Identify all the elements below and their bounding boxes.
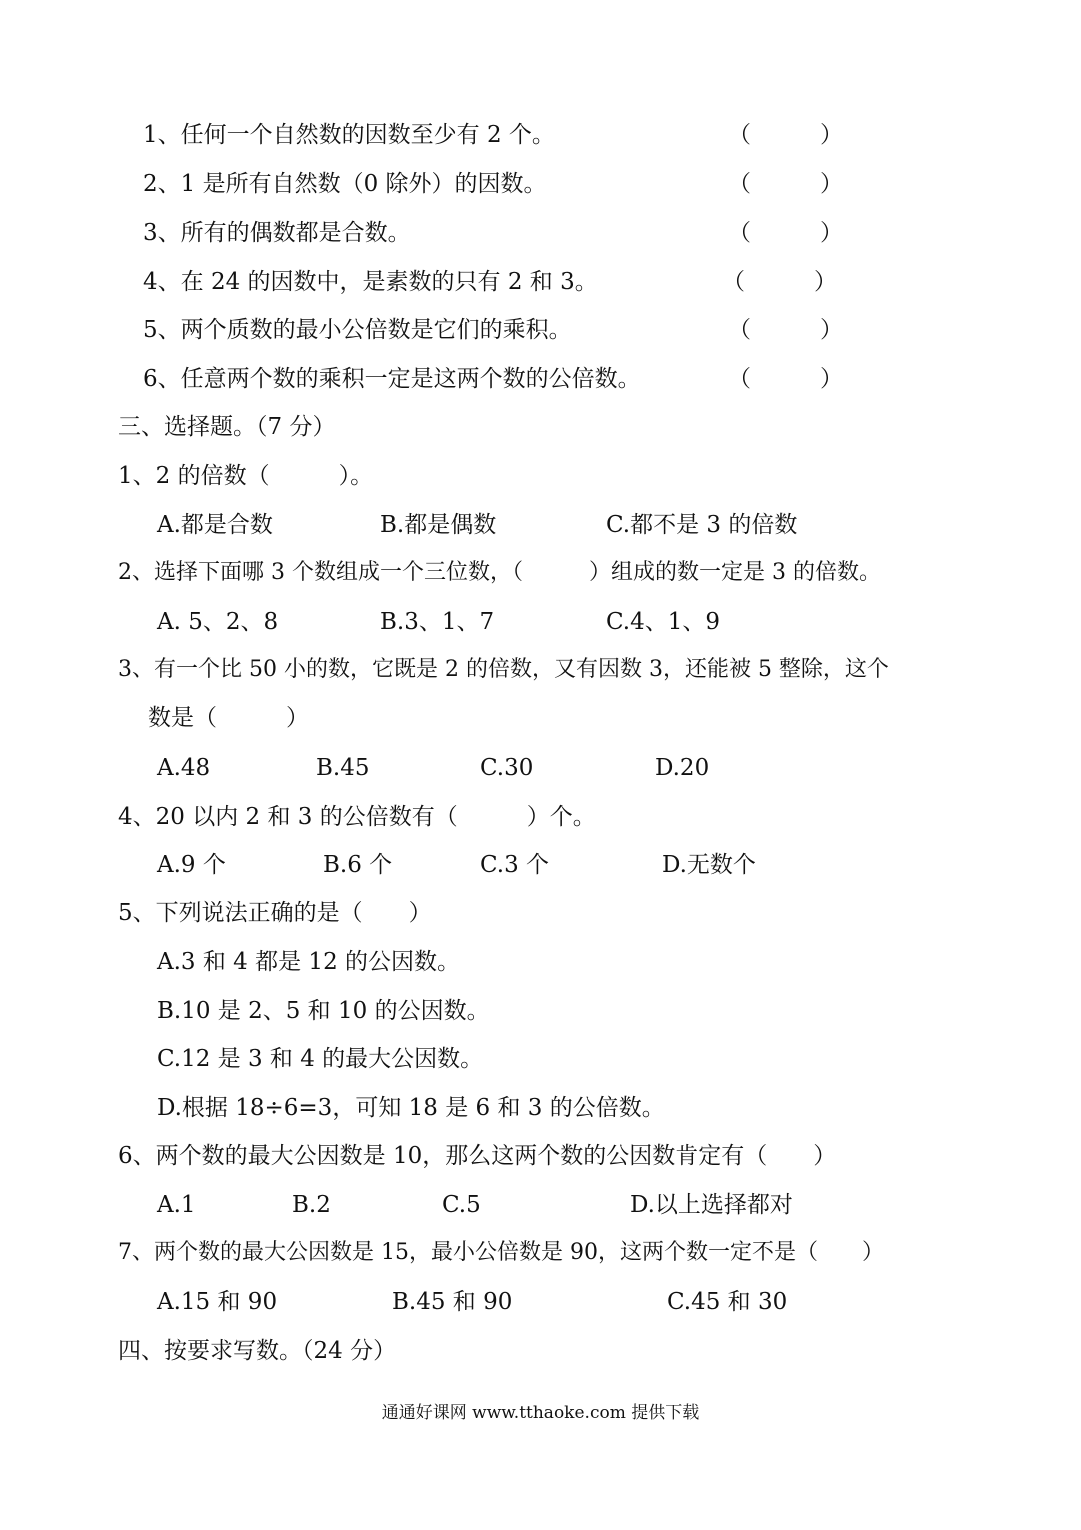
question-3-option-b: B.45 <box>316 755 370 781</box>
question-3-option-a: A.48 <box>157 755 211 781</box>
question-2-stem: 2、选择下面哪 3 个数组成一个三位数，（ ）组成的数一定是 3 的倍数。 <box>118 560 881 585</box>
question-1-option-a: A.都是合数 <box>157 512 273 538</box>
question-4-option-c: C.3 个 <box>480 852 550 878</box>
question-5-option-b: B.10 是 2、5 和 10 的公因数。 <box>157 998 490 1024</box>
question-1-option-c: C.都不是 3 的倍数 <box>606 512 798 538</box>
tf-answer-blank-5: （ ） <box>728 317 843 343</box>
tf-item-6: 6、任意两个数的乘积一定是这两个数的公倍数。 <box>143 366 641 392</box>
tf-answer-blank-1: （ ） <box>728 122 843 148</box>
tf-item-3: 3、所有的偶数都是合数。 <box>143 220 411 246</box>
section-4-title: 四、按要求写数。（24 分） <box>118 1338 397 1364</box>
section-3-title: 三、选择题。（7 分） <box>118 414 336 440</box>
question-4-option-b: B.6 个 <box>323 852 393 878</box>
question-1-stem: 1、2 的倍数（ ）。 <box>118 463 374 489</box>
question-6-stem: 6、两个数的最大公因数是 10，那么这两个数的公因数肯定有（ ） <box>118 1143 837 1169</box>
question-7-option-b: B.45 和 90 <box>392 1289 513 1315</box>
question-6-option-a: A.1 <box>157 1192 196 1218</box>
question-5-option-a: A.3 和 4 都是 12 的公因数。 <box>157 949 461 975</box>
tf-answer-blank-3: （ ） <box>728 220 843 246</box>
question-2-option-b: B.3、1、7 <box>380 609 495 635</box>
question-7-option-c: C.45 和 30 <box>667 1289 788 1315</box>
question-6-option-c: C.5 <box>442 1192 481 1218</box>
tf-answer-blank-6: （ ） <box>728 366 843 392</box>
question-4-option-a: A.9 个 <box>157 852 226 878</box>
question-3-stem-line-2: 数是（ ） <box>148 705 309 731</box>
question-6-option-b: B.2 <box>292 1192 331 1218</box>
question-3-stem-line-1: 3、有一个比 50 小的数，它既是 2 的倍数，又有因数 3，还能被 5 整除，这个 <box>118 657 889 682</box>
question-7-option-a: A.15 和 90 <box>157 1289 278 1315</box>
tf-answer-blank-2: （ ） <box>728 171 843 197</box>
tf-item-1: 1、任何一个自然数的因数至少有 2 个。 <box>143 122 555 148</box>
question-4-stem: 4、20 以内 2 和 3 的公倍数有（ ）个。 <box>118 804 596 830</box>
question-6-option-d: D.以上选择都对 <box>630 1192 793 1218</box>
page-footer: 通通好课网 www.tthaoke.com 提供下载 <box>381 1403 700 1423</box>
question-2-option-c: C.4、1、9 <box>606 609 720 635</box>
question-3-option-c: C.30 <box>480 755 534 781</box>
tf-answer-blank-4: （ ） <box>722 269 837 295</box>
tf-item-2: 2、1 是所有自然数（0 除外）的因数。 <box>143 171 547 197</box>
question-1-option-b: B.都是偶数 <box>380 512 497 538</box>
question-7-stem: 7、两个数的最大公因数是 15，最小公倍数是 90，这两个数一定不是（ ） <box>118 1240 884 1265</box>
question-5-stem: 5、下列说法正确的是（ ） <box>118 900 432 926</box>
question-5-option-d: D.根据 18÷6=3，可知 18 是 6 和 3 的公倍数。 <box>157 1095 665 1121</box>
question-4-option-d: D.无数个 <box>662 852 756 878</box>
tf-item-5: 5、两个质数的最小公倍数是它们的乘积。 <box>143 317 572 343</box>
question-3-option-d: D.20 <box>655 755 710 781</box>
question-2-option-a: A. 5、2、8 <box>157 609 279 635</box>
question-5-option-c: C.12 是 3 和 4 的最大公因数。 <box>157 1046 484 1072</box>
tf-item-4: 4、在 24 的因数中，是素数的只有 2 和 3。 <box>143 269 598 295</box>
